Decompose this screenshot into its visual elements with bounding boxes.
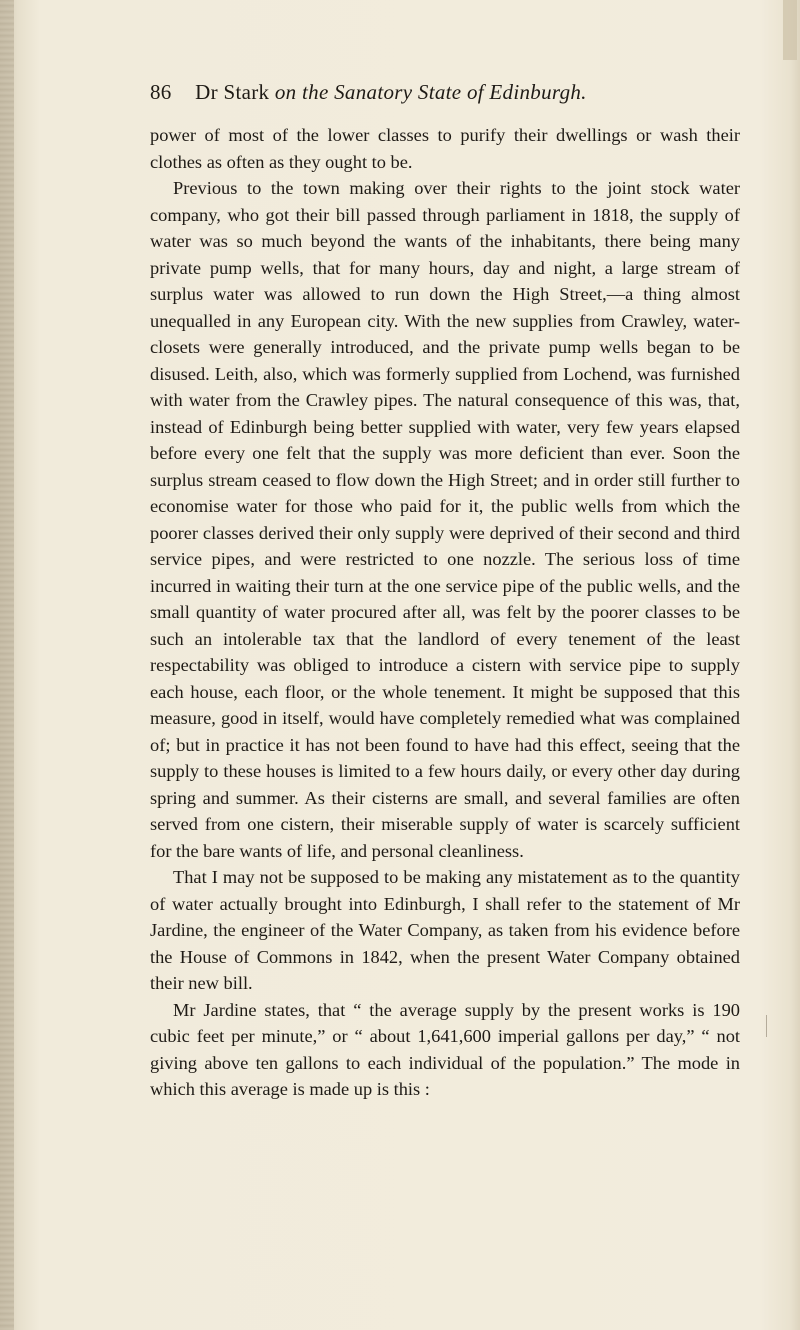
- page-edge-tab: [783, 0, 797, 60]
- paragraph: Previous to the town making over their rights to the joint stock water company, who got their bill passed through parliament in 1818, the supply of water was so much beyond the wants of the inhabitants, there being many private pump wells, that for many hours, day and night, a large stream of surplus water was allowed to run down the High Street,—a thing almost unequalled in any European city. With the new supplies from Crawley, water-closets were generally introduced, and the private pump wells began to be disused. Leith, also, which was formerly supplied from Lochend, was furnished with water from the Crawley pipes. The natural consequence of this was, that, instead of Edinburgh being better supplied with water, very few years elapsed before every one felt that the supply was more deficient than ever. Soon the surplus stream ceased to flow down the High Street; and in order still further to economise water for those who paid for it, the public wells from which the poorer classes derived their only supply were deprived of their second and third service pipes, and were restricted to one nozzle. The serious loss of time incurred in waiting their turn at the one service pipe of the public wells, and the small quantity of water procured after all, was felt by the poorer classes to be such an intolerable tax that the landlord of every tenement of the least respectability was obliged to introduce a cistern with service pipe to supply each house, each floor, or the whole tenement. It might be supposed that this measure, good in itself, would have completely remedied what was complained of; but in practice it has not been found to have had this effect, seeing that the supply to these houses is limited to a few hours daily, or every other day during spring and summer. As their cisterns are small, and several families are often served from one cistern, their miserable supply of water is scarcely sufficient for the bare wants of life, and personal cleanliness.: [150, 178, 740, 861]
- margin-mark: [760, 1015, 767, 1037]
- header-title: on the Sanatory State of Edinburgh.: [274, 80, 587, 104]
- header-author: Dr Stark: [195, 80, 270, 104]
- page-binding-edge: [0, 0, 14, 1330]
- page-number: 86: [150, 80, 172, 104]
- paragraph: That I may not be supposed to be making any mistatement as to the quantity of water actually brought into Edinburgh, I shall refer to the statement of Mr Jardine, the engineer of the Water Company, as taken from his evidence before the House of Commons in 1842, when the present Water Company obtained their new bill.: [150, 867, 740, 993]
- body-text: [150, 122, 740, 1103]
- paragraph: power of most of the lower classes to purify their dwellings or wash their clothes as often as they ought to be.: [150, 125, 740, 172]
- paragraph: Mr Jardine states, that “ the average supply by the present works is 190 cubic feet per minute,” or “ about 1,641,600 imperial gallons per day,” “ not giving above ten gallons to each individual of the population.” The mode in which this average is made up is this :: [150, 999, 740, 1099]
- running-header: [150, 80, 750, 105]
